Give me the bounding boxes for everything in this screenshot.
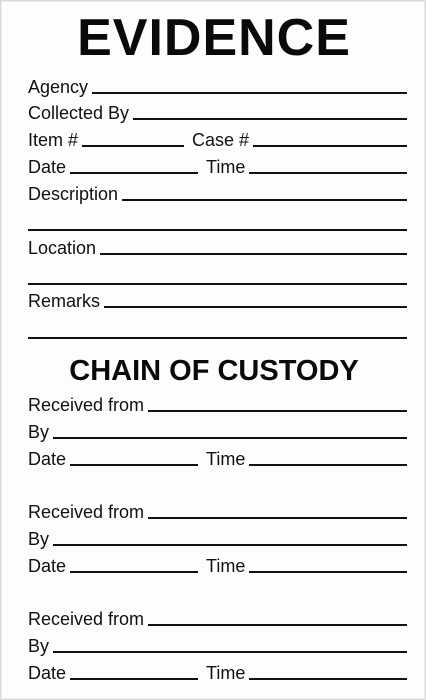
by-field[interactable]: [53, 437, 407, 439]
time-field[interactable]: [249, 172, 407, 174]
time-label: Time: [206, 663, 246, 683]
description-field-line-2[interactable]: [28, 229, 407, 231]
time-label: Time: [206, 556, 246, 576]
time-label: Time: [206, 157, 246, 177]
by-field[interactable]: [53, 544, 407, 546]
custody-3-date-time-row: [28, 661, 407, 683]
date-field[interactable]: [70, 464, 198, 466]
by-field[interactable]: [53, 651, 407, 653]
custody-3-by-row: [28, 634, 407, 656]
description-field[interactable]: [122, 199, 407, 201]
time-field[interactable]: [249, 678, 407, 680]
item-number-field[interactable]: [82, 145, 184, 147]
time-field[interactable]: [249, 571, 407, 573]
remarks-field-line-2[interactable]: [28, 337, 407, 339]
date-field[interactable]: [70, 678, 198, 680]
collected-by-field[interactable]: [133, 118, 407, 120]
location-label: Location: [28, 238, 97, 258]
description-row: [28, 182, 407, 204]
by-label: By: [28, 636, 50, 656]
item-case-row: [28, 128, 407, 150]
agency-row: [28, 75, 407, 97]
remarks-field[interactable]: [104, 306, 407, 308]
custody-1-by-row: [28, 420, 407, 442]
collected-by-label: Collected By: [28, 103, 130, 123]
chain-of-custody-title: CHAIN OF CUSTODY: [69, 355, 359, 387]
custody-2-date-time-row: [28, 554, 407, 576]
time-field[interactable]: [249, 464, 407, 466]
received-from-label: Received from: [28, 609, 145, 629]
custody-3-received-row: [28, 607, 407, 629]
custody-1-date-time-row: [28, 447, 407, 469]
received-from-label: Received from: [28, 502, 145, 522]
received-from-label: Received from: [28, 395, 145, 415]
description-label: Description: [28, 184, 119, 204]
custody-2-received-row: [28, 500, 407, 522]
agency-label: Agency: [28, 77, 89, 97]
date-label: Date: [28, 663, 67, 683]
custody-1-received-row: [28, 393, 407, 415]
date-field[interactable]: [70, 172, 198, 174]
received-from-field[interactable]: [148, 517, 407, 519]
collected-by-row: [28, 101, 407, 123]
evidence-title: EVIDENCE: [77, 9, 351, 67]
received-from-field[interactable]: [148, 624, 407, 626]
received-from-field[interactable]: [148, 410, 407, 412]
item-number-label: Item #: [28, 130, 79, 150]
by-label: By: [28, 529, 50, 549]
date-label: Date: [28, 449, 67, 469]
date-label: Date: [28, 556, 67, 576]
location-field-line-2[interactable]: [28, 283, 407, 285]
agency-field[interactable]: [92, 92, 407, 94]
custody-2-by-row: [28, 527, 407, 549]
remarks-row: [28, 289, 407, 311]
date-field[interactable]: [70, 571, 198, 573]
case-number-field[interactable]: [253, 145, 407, 147]
location-field[interactable]: [100, 253, 407, 255]
date-label: Date: [28, 157, 67, 177]
remarks-label: Remarks: [28, 291, 101, 311]
location-row: [28, 236, 407, 258]
by-label: By: [28, 422, 50, 442]
date-time-row: [28, 155, 407, 177]
time-label: Time: [206, 449, 246, 469]
case-number-label: Case #: [192, 130, 250, 150]
